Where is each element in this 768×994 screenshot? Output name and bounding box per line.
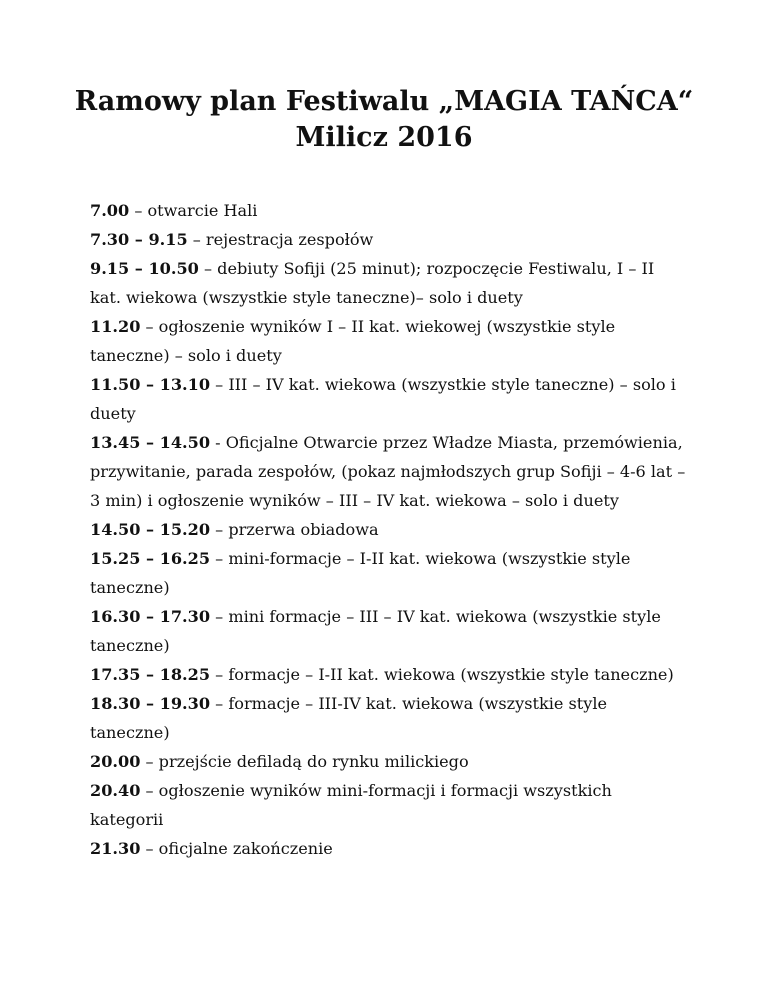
entry-time: 21.30 [90, 839, 141, 858]
entry-time: 14.50 – 15.20 [90, 520, 211, 539]
schedule-entry [90, 515, 690, 544]
entry-description: – przerwa obiadowa [210, 520, 379, 539]
entry-time: 15.25 – 16.25 [90, 549, 211, 568]
schedule-entry [90, 370, 690, 428]
schedule-list [90, 196, 690, 863]
schedule-entry [90, 312, 690, 370]
entry-description: – przejście defiladą do rynku milickiego [140, 752, 469, 771]
schedule-entry [90, 544, 690, 602]
schedule-entry [90, 660, 690, 689]
document-title [60, 84, 708, 156]
entry-time: 20.00 [90, 752, 141, 771]
entry-description: – rejestracja zespołów [187, 230, 374, 249]
schedule-entry [90, 776, 690, 834]
entry-time: 20.40 [90, 781, 141, 800]
entry-description: – oficjalne zakończenie [140, 839, 333, 858]
entry-time: 18.30 – 19.30 [90, 694, 211, 713]
schedule-entry [90, 254, 690, 312]
schedule-entry [90, 428, 690, 515]
entry-description: – ogłoszenie wyników mini-formacji i formacji wszystkich kategorii [90, 781, 612, 829]
entry-time: 17.35 – 18.25 [90, 665, 211, 684]
entry-description: – ogłoszenie wyników I – II kat. wiekowej (wszystkie style taneczne) – solo i duety [90, 317, 616, 365]
title-line-2: Milicz 2016 [295, 122, 473, 153]
entry-time: 7.00 [90, 201, 130, 220]
schedule-entry [90, 602, 690, 660]
entry-time: 16.30 – 17.30 [90, 607, 211, 626]
entry-description: – formacje – I-II kat. wiekowa (wszystkie style taneczne) [210, 665, 674, 684]
title-line-1: Ramowy plan Festiwalu „MAGIA TAŃCA“ [74, 86, 694, 117]
entry-description: – mini-formacje – I-II kat. wiekowa (wszystkie style taneczne) [90, 549, 631, 597]
schedule-entry [90, 747, 690, 776]
schedule-entry [90, 834, 690, 863]
schedule-entry [90, 225, 690, 254]
entry-description: – mini formacje – III – IV kat. wiekowa (wszystkie style taneczne) [90, 607, 661, 655]
schedule-entry [90, 689, 690, 747]
entry-time: 9.15 – 10.50 [90, 259, 199, 278]
entry-description: - Oficjalne Otwarcie przez Władze Miasta, przemówienia, przywitanie, parada zespołów, (pokaz najmłodszych grup Sofiji – 4-6 lat – 3 min) i ogłoszenie wyników – III – IV kat. wiekowa – solo i duety [90, 433, 686, 510]
entry-time: 11.20 [90, 317, 141, 336]
entry-time: 7.30 – 9.15 [90, 230, 188, 249]
entry-description: – otwarcie Hali [129, 201, 258, 220]
entry-description: – debiuty Sofiji (25 minut); rozpoczęcie Festiwalu, I – II kat. wiekowa (wszystkie style taneczne)– solo i duety [90, 259, 655, 307]
entry-description: – formacje – III-IV kat. wiekowa (wszystkie style taneczne) [90, 694, 607, 742]
schedule-entry [90, 196, 690, 225]
entry-description: – III – IV kat. wiekowa (wszystkie style taneczne) – solo i duety [90, 375, 676, 423]
entry-time: 13.45 – 14.50 [90, 433, 211, 452]
entry-time: 11.50 – 13.10 [90, 375, 211, 394]
